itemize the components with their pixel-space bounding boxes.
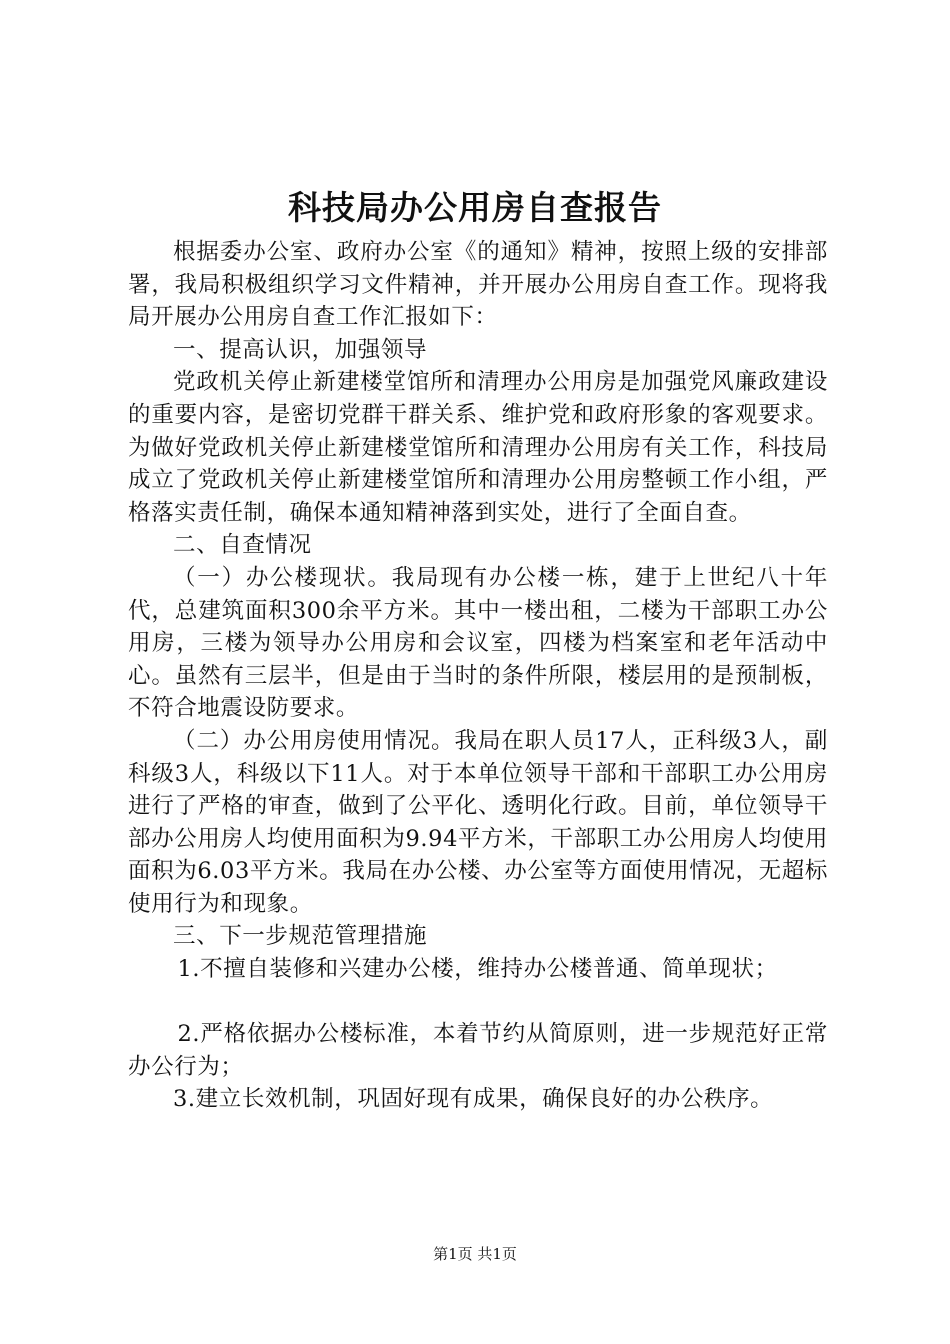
section-heading-1: 一、提高认识，加强领导	[173, 336, 428, 363]
measure-item-3: 3.建立长效机制，巩固好现有成果，确保良好的办公秩序。	[173, 1086, 774, 1113]
section-heading-3: 三、下一步规范管理措施	[173, 923, 428, 950]
document-title: 科技局办公用房自查报告	[288, 188, 662, 227]
page-footer: 第1页 共1页	[433, 1245, 517, 1263]
intro-paragraph: 根据委办公室、政府办公室《的通知》精神，按照上级的安排部署，我局积极组织学习文件精神，并开展办公用房自查工作。现将我局开展办公用房自查工作汇报如下：	[128, 239, 828, 331]
section-heading-2: 二、自查情况	[173, 532, 312, 559]
section-2-item-1: （一）办公楼现状。我局现有办公楼一栋，建于上世纪八十年代，总建筑面积300余平方米。其中一楼出租，二楼为干部职工办公用房，三楼为领导办公用房和会议室，四楼为档案室和老年活动中心。虽然有三层半，但是由于当时的条件所限，楼层用的是预制板，不符合地震设防要求。	[128, 564, 828, 722]
measure-item-1: 1.不擅自装修和兴建办公楼，维持办公楼普通、简单现状；	[177, 956, 778, 983]
measure-item-2: 2.严格依据办公楼标准，本着节约从简原则，进一步规范好正常办公行为；	[128, 1021, 828, 1080]
document-body	[128, 236, 828, 1116]
section-1-paragraph: 党政机关停止新建楼堂馆所和清理办公用房是加强党风廉政建设的重要内容，是密切党群干群关系、维护党和政府形象的客观要求。为做好党政机关停止新建楼堂馆所和清理办公用房有关工作，科技局成立了党政机关停止新建楼堂馆所和清理办公用房整顿工作小组，严格落实责任制，确保本通知精神落到实处，进行了全面自查。	[128, 369, 828, 526]
blank-line	[128, 986, 828, 1019]
section-2-item-2: （二）办公用房使用情况。我局在职人员17人，正科级3人，副科级3人，科级以下11人。对于本单位领导干部和干部职工办公用房进行了严格的审查，做到了公平化、透明化行政。目前，单位领导干部办公用房人均使用面积为9.94平方米，干部职工办公用房人均使用面积为6.03平方米。我局在办公楼、办公室等方面使用情况，无超标使用行为和现象。	[128, 727, 828, 917]
